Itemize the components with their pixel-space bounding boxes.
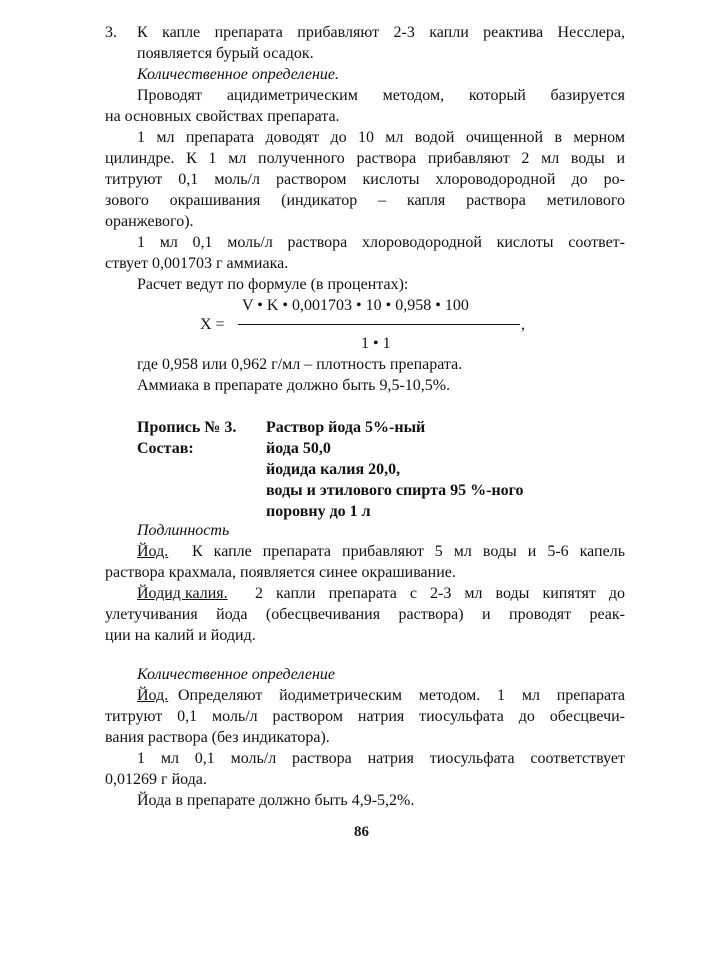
- text-span: 2 капли препарата с 2-3 мл воды кипятят до: [255, 585, 625, 602]
- text-line: появляется бурый осадок.: [137, 45, 314, 62]
- page-number: 86: [354, 824, 369, 840]
- composition-item: йодида калия 20,0,: [266, 461, 401, 478]
- composition-item: поровну до 1 л: [266, 503, 371, 520]
- formula-comma: ,: [521, 316, 525, 333]
- text-line: улетучивания йода (обесцвечивания раствора) и проводят реак-: [105, 606, 625, 623]
- text-line: на основных свойствах препарата.: [105, 108, 340, 125]
- text-line: титруют 0,1 моль/л раствором натрия тиосульфата до обесцвечи-: [105, 708, 625, 725]
- formula-variable: X =: [200, 316, 225, 333]
- text-line: Проводят ацидиметрическим методом, который базируется: [137, 87, 625, 104]
- section-heading: Количественное определение: [137, 666, 336, 683]
- recipe-label: Пропись № 3.: [137, 419, 237, 436]
- text-line: Аммиака в препарате должно быть 9,5-10,5%.: [137, 377, 451, 394]
- item-number: 3.: [105, 24, 117, 41]
- text-line: вания раствора (без индикатора).: [105, 729, 330, 746]
- text-line: ции на калий и йодид.: [105, 627, 256, 644]
- text-line: 0,01269 г йода.: [105, 771, 207, 788]
- recipe-name: Раствор йода 5%-ный: [266, 419, 426, 436]
- text-line: Расчет ведут по формуле (в процентах):: [137, 276, 409, 293]
- composition-label: Состав:: [137, 440, 194, 457]
- text-line: [137, 685, 625, 706]
- text-line: Йода в препарате должно быть 4,9-5,2%.: [137, 792, 415, 809]
- text-line: оранжевого).: [105, 213, 194, 230]
- text-line: 1 мл препарата доводят до 10 мл водой очищенной в мерном: [137, 129, 625, 146]
- text-line: ствует 0,001703 г аммиака.: [105, 255, 289, 272]
- text-line: 1 мл 0,1 моль/л раствора натрия тиосульфата соответствует: [137, 750, 625, 767]
- text-span: Определяют йодиметрическим методом. 1 мл препарата: [178, 687, 625, 704]
- composition-item: воды и этилового спирта 95 %-ного: [266, 482, 524, 499]
- fraction-bar: [238, 324, 520, 325]
- text-line: где 0,958 или 0,962 г/мл – плотность препарата.: [137, 356, 463, 373]
- section-heading: Подлинность: [137, 522, 230, 539]
- text-line: цилиндре. К 1 мл полученного раствора прибавляют 2 мл воды и: [105, 150, 625, 167]
- text-line: [137, 583, 625, 604]
- composition-item: йода 50,0: [266, 440, 331, 457]
- formula-denominator: 1 • 1: [361, 335, 391, 352]
- text-line: зового окрашивания (индикатор – капля раствора метилового: [105, 192, 625, 209]
- formula-numerator: V • K • 0,001703 • 10 • 0,958 • 100: [242, 297, 469, 314]
- text-span: К капле препарата прибавляют 5 мл воды и 5-6 капель: [192, 543, 625, 560]
- text-line: [137, 541, 625, 562]
- section-heading: Количественное определение.: [137, 66, 340, 83]
- text-line: титруют 0,1 моль/л раствором кислоты хлороводородной до ро-: [105, 171, 625, 188]
- text-line: 1 мл 0,1 моль/л раствора хлороводородной кислоты соответ-: [137, 234, 625, 251]
- text-line: раствора крахмала, появляется синее окрашивание.: [105, 564, 456, 581]
- potassium-iodide-label: Йодид калия.: [137, 585, 228, 602]
- text-line: К капле препарата прибавляют 2-3 капли реактива Несслера,: [137, 24, 625, 41]
- iodine-label: Йод.: [137, 543, 169, 560]
- iodine-label: Йод.: [137, 687, 169, 704]
